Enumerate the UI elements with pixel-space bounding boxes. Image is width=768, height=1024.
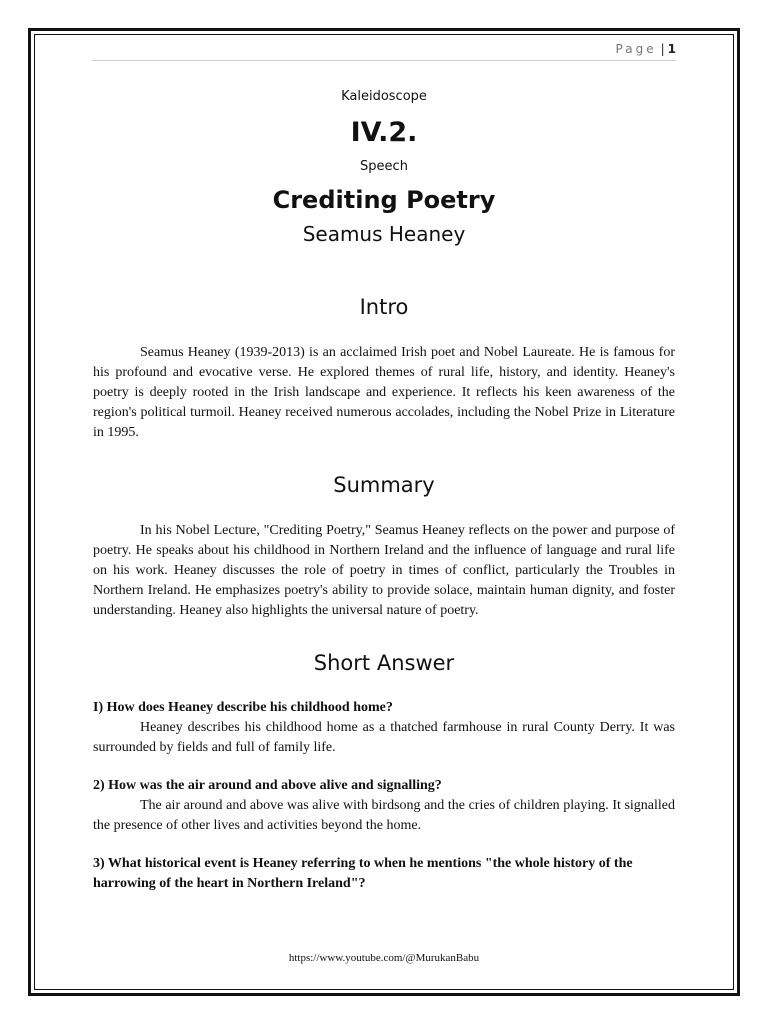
answer-1: Heaney describes his childhood home as a thatched farmhouse in rural County Derry. It was surrounded by fields and full of family life. — [93, 720, 675, 755]
answer-2: The air around and above was alive with birdsong and the cries of children playing. It signalled the presence of other lives and activities beyond the home. — [93, 798, 675, 833]
summary-paragraph: In his Nobel Lecture, "Crediting Poetry," Seamus Heaney reflects on the power and purpose of poetry. He speaks about his childhood in Northern Ireland and the influence of language and rural life on his work. Heaney discusses the role of poetry in times of conflict, particularly the Troubles in Northern Ireland. He emphasizes poetry's ability to provide solace, maintain human dignity, and foster understanding. Heaney also highlights the universal nature of poetry. — [93, 523, 675, 618]
page-separator: | — [660, 42, 665, 56]
lesson-author: Seamus Heaney — [302, 222, 466, 246]
document-body — [93, 88, 675, 894]
page-header — [92, 42, 676, 61]
section-heading-intro: Intro — [359, 295, 409, 319]
section-heading-summary: Summary — [333, 473, 435, 497]
question-3: 3) What historical event is Heaney referring to when he mentions "the whole history of the harrowing of the heart in Northern Ireland"? — [93, 856, 633, 891]
question-1: I) How does Heaney describe his childhood home? — [93, 700, 393, 715]
section-heading-short-answer: Short Answer — [313, 651, 455, 675]
book-name: Kaleidoscope — [341, 89, 427, 104]
lesson-title: Crediting Poetry — [272, 186, 496, 214]
unit-number: IV.2. — [350, 117, 418, 148]
page-number: 1 — [667, 42, 676, 56]
page-label: Page — [615, 42, 657, 56]
footer-url: https://www.youtube.com/@MurukanBabu — [288, 952, 480, 964]
question-2: 2) How was the air around and above alive and signalling? — [93, 778, 442, 793]
intro-paragraph: Seamus Heaney (1939-2013) is an acclaimed Irish poet and Nobel Laureate. He is famous for his profound and evocative verse. He explored themes of rural life, history, and identity. Heaney's poetry is deeply rooted in the Irish landscape and experience. It reflects his keen awareness of the region's political turmoil. Heaney received numerous accolades, including the Nobel Prize in Literature in 1995. — [93, 345, 675, 440]
lesson-type: Speech — [360, 159, 408, 174]
